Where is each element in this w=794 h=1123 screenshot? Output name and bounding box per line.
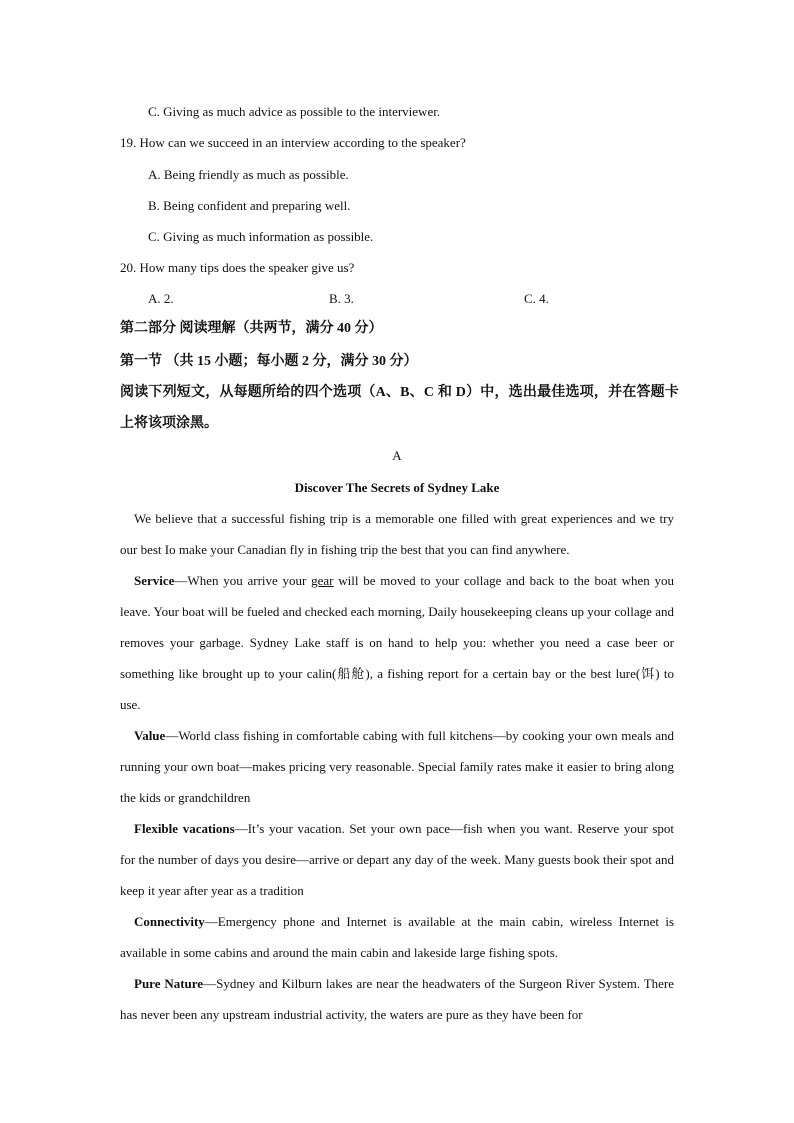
nature-text: —Sydney and Kilburn lakes are near the headwaters of the Surgeon River System. There has never been any upstream industrial activity, the waters are pure as they have been for: [120, 976, 674, 1022]
intro-paragraph: We believe that a successful fishing trip is a memorable one filled with great experiences and we try our best Io make your Canadian fly in fishing trip the best that you can find anywhere.: [120, 511, 674, 557]
nature-label: Pure Nature: [134, 976, 204, 991]
connectivity-paragraph: [120, 906, 674, 968]
q19-option-c: C. Giving as much information as possible.: [148, 229, 374, 244]
flexible-paragraph: [120, 813, 674, 906]
section1-heading: 第一节 （共 15 小题；每小题 2 分，满分 30 分）: [120, 354, 418, 369]
connectivity-text: —Emergency phone and Internet is available at the main cabin, wireless Internet is available in some cabins and around the main cabin and lakeside large fishing spots.: [120, 914, 674, 960]
q18-option-c: C. Giving as much advice as possible to the interviewer.: [148, 104, 441, 119]
service-label: Service: [134, 573, 175, 588]
value-paragraph: [120, 720, 674, 813]
q20-option-b: B. 3.: [329, 291, 354, 306]
q19-option-b: B. Being confident and preparing well.: [148, 198, 351, 213]
service-paragraph: [120, 565, 674, 720]
flexible-text: —It’s your vacation. Set your own pace—fish when you want. Reserve your spot for the number of days you desire—arrive or depart any day of the week. Many guests book their spot and keep it year after year as a tradition: [120, 821, 674, 898]
connectivity-label: Connectivity: [134, 914, 205, 929]
nature-paragraph: [120, 968, 674, 1030]
gear-underlined: gear: [311, 573, 334, 588]
instruction-line-2: 上将该项涂黑。: [120, 416, 218, 431]
service-text-pre: —When you arrive your: [174, 573, 312, 588]
value-label: Value: [134, 728, 166, 743]
q20-question: 20. How many tips does the speaker give us?: [120, 260, 355, 275]
passage-body: [120, 503, 674, 1030]
instruction-line-1: 阅读下列短文，从每题所给的四个选项（A、B、C 和 D）中，选出最佳选项，并在答题卡: [120, 385, 680, 400]
q20-option-c: C. 4.: [524, 291, 549, 306]
flexible-label: Flexible vacations: [134, 821, 235, 836]
passage-title: Discover The Secrets of Sydney Lake: [294, 480, 500, 495]
value-text: —World class fishing in comfortable cabing with full kitchens—by cooking your own meals and running your own boat—makes pricing very reasonable. Special family rates make it easier to bring along the kids or grandchildren: [120, 728, 674, 805]
q20-option-a: A. 2.: [148, 291, 174, 306]
part2-heading: 第二部分 阅读理解（共两节，满分 40 分）: [120, 321, 383, 336]
passage-letter: A: [392, 448, 402, 463]
q19-option-a: A. Being friendly as much as possible.: [148, 167, 349, 182]
service-text-post: will be moved to your collage and back to the boat when you leave. Your boat will be fueled and checked each morning, Daily housekeeping cleans up your collage and removes your garbage. Sydney Lake staff is on hand to help you: whether you need a case beer or something like brought up to your calin(船舱), a fishing report for a certain bay or the best lure(饵) to use.: [120, 573, 674, 712]
q19-question: 19. How can we succeed in an interview according to the speaker?: [120, 135, 466, 150]
